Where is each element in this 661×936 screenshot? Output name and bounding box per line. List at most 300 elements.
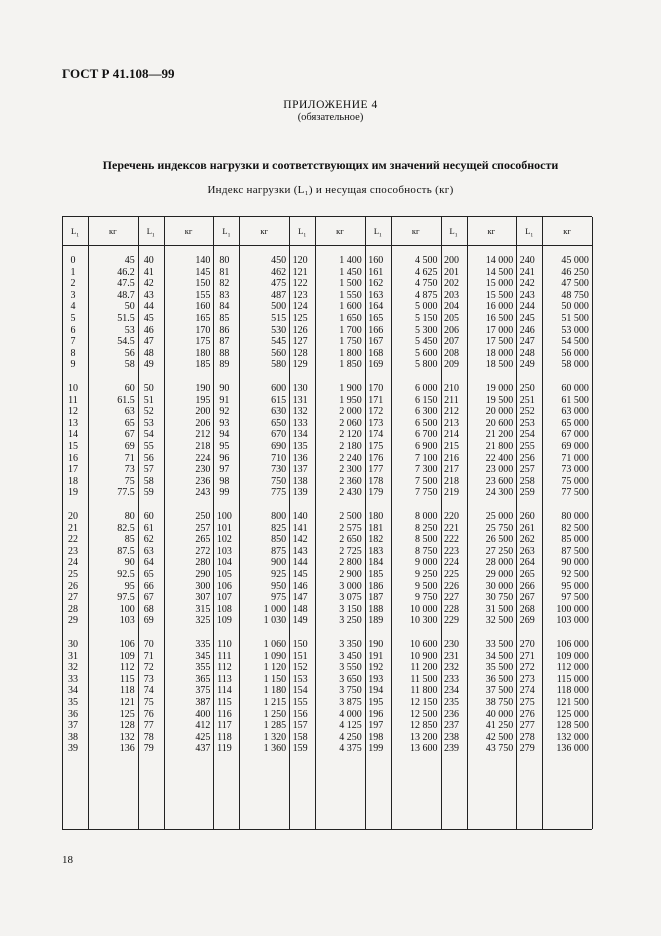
- cell-load-kg: 128: [119, 720, 135, 732]
- cell-load-kg: 975: [271, 592, 287, 604]
- cell-load-index: 147: [292, 592, 308, 604]
- cell-load-kg: 2 725: [339, 545, 362, 557]
- cell-load-index: 94: [219, 429, 230, 441]
- cell-load-kg: 47.5: [117, 278, 135, 290]
- cell-load-kg: 8 750: [414, 545, 438, 557]
- cell-load-kg: 730: [271, 464, 287, 476]
- cell-load-index: 68: [143, 603, 154, 615]
- header-kg: кг: [487, 226, 496, 236]
- cell-load-index: 112: [217, 662, 232, 674]
- cell-load-kg: 280: [195, 557, 211, 569]
- cell-load-index: 17: [68, 464, 78, 476]
- cell-load-kg: 3 450: [339, 650, 362, 662]
- cell-load-index: 238: [444, 731, 459, 743]
- cell-load-index: 119: [217, 743, 232, 755]
- cell-load-index: 169: [368, 359, 384, 371]
- cell-load-index: 14: [68, 429, 78, 441]
- cell-load-kg: 71: [124, 452, 135, 464]
- cell-load-kg: 5 300: [414, 324, 438, 336]
- cell-load-kg: 17 000: [485, 324, 514, 336]
- cell-load-kg: 25 000: [485, 511, 514, 522]
- cell-load-kg: 8 500: [414, 534, 438, 546]
- cell-load-kg: 325: [195, 615, 211, 627]
- cell-load-kg: 121: [119, 697, 135, 708]
- cell-load-index: 235: [444, 697, 459, 708]
- cell-load-index: 57: [143, 464, 154, 476]
- cell-load-index: 247: [519, 336, 535, 348]
- cell-load-kg: 300: [195, 580, 211, 592]
- cell-load-kg: 365: [195, 673, 211, 685]
- cell-load-index: 140: [292, 511, 308, 522]
- cell-load-kg: 6 150: [414, 394, 438, 406]
- cell-load-index: 186: [368, 580, 384, 592]
- cell-load-index: 88: [219, 347, 230, 359]
- cell-load-index: 266: [519, 580, 535, 592]
- header-li-subscript: 1: [76, 232, 79, 239]
- cell-load-kg: 112: [120, 662, 135, 674]
- cell-load-index: 278: [519, 731, 535, 743]
- cell-load-index: 126: [292, 324, 308, 336]
- cell-load-index: 117: [217, 720, 232, 732]
- cell-load-kg: 4 625: [414, 266, 438, 278]
- cell-load-kg: 400: [195, 708, 211, 720]
- cell-load-kg: 103 000: [556, 615, 589, 627]
- cell-load-index: 270: [519, 639, 535, 650]
- cell-load-index: 193: [368, 673, 384, 685]
- cell-load-kg: 1 650: [339, 313, 362, 324]
- cell-load-index: 236: [444, 708, 459, 720]
- cell-load-kg: 118 000: [556, 685, 589, 697]
- cell-load-index: 19: [68, 487, 78, 499]
- cell-load-index: 90: [219, 383, 230, 394]
- cell-load-index: 43: [143, 289, 154, 301]
- cell-load-kg: 615: [271, 394, 287, 406]
- cell-load-kg: 345: [195, 650, 211, 662]
- cell-load-index: 77: [143, 720, 154, 732]
- cell-load-kg: 1 750: [339, 336, 362, 348]
- cell-load-kg: 3 550: [339, 662, 362, 674]
- cell-load-kg: 77 500: [561, 487, 589, 499]
- cell-load-kg: 155: [195, 289, 211, 301]
- cell-load-index: 108: [216, 603, 232, 615]
- cell-load-index: 263: [519, 545, 535, 557]
- cell-load-kg: 5 450: [414, 336, 438, 348]
- cell-load-kg: 69 000: [561, 441, 589, 452]
- cell-load-kg: 6 300: [414, 406, 438, 418]
- cell-load-index: 98: [219, 475, 230, 487]
- cell-load-index: 151: [292, 650, 308, 662]
- cell-load-index: 26: [68, 580, 78, 592]
- header-li-label: L: [449, 226, 455, 236]
- cell-load-index: 156: [292, 708, 308, 720]
- cell-load-kg: 10 600: [409, 639, 438, 650]
- cell-load-index: 48: [143, 347, 154, 359]
- table-caption: Индекс нагрузки (L₁) и несущая способность (кг): [207, 184, 454, 196]
- header-load-index: [138, 226, 164, 239]
- header-kg: кг: [260, 226, 269, 236]
- cell-load-index: 248: [519, 347, 535, 359]
- appendix-note: (обязательное): [297, 112, 364, 123]
- cell-load-index: 196: [368, 708, 384, 720]
- cell-load-index: 131: [292, 394, 308, 406]
- cell-load-kg: 95: [124, 580, 135, 592]
- cell-load-index: 216: [444, 452, 459, 464]
- cell-load-kg: 2 300: [339, 464, 362, 476]
- cell-load-index: 132: [292, 406, 308, 418]
- cell-load-kg: 2 360: [339, 475, 362, 487]
- cell-load-kg: 3 075: [339, 592, 362, 604]
- cell-load-index: 111: [217, 650, 232, 662]
- cell-load-kg: 1 500: [339, 278, 362, 290]
- cell-load-kg: 75: [124, 475, 135, 487]
- cell-load-index: 233: [444, 673, 459, 685]
- cell-load-index: 95: [219, 441, 230, 452]
- cell-load-kg: 103: [119, 615, 135, 627]
- cell-load-index: 7: [70, 336, 76, 348]
- cell-load-index: 12: [68, 406, 78, 418]
- header-kg: кг: [336, 226, 344, 236]
- cell-load-kg: 25 750: [485, 522, 514, 534]
- header-li-label: L: [525, 226, 531, 236]
- cell-load-index: 21: [68, 522, 78, 534]
- cell-load-kg: 18 500: [485, 359, 514, 371]
- cell-load-index: 251: [519, 394, 535, 406]
- cell-load-kg: 3 750: [339, 685, 362, 697]
- cell-load-kg: 1 700: [339, 324, 362, 336]
- cell-load-kg: 22 400: [485, 452, 514, 464]
- cell-load-kg: 30 000: [485, 580, 514, 592]
- cell-load-index: 204: [444, 301, 459, 313]
- cell-load-index: 52: [143, 406, 154, 418]
- cell-load-index: 227: [444, 592, 459, 604]
- cell-load-index: 256: [519, 452, 535, 464]
- cell-load-index: 118: [217, 731, 232, 743]
- cell-load-index: 15: [68, 441, 78, 452]
- cell-load-kg: 45 000: [561, 255, 589, 266]
- cell-load-kg: 3 250: [339, 615, 362, 627]
- cell-load-index: 96: [219, 452, 230, 464]
- cell-load-kg: 11 800: [410, 685, 438, 697]
- cell-load-kg: 3 650: [339, 673, 362, 685]
- cell-load-index: 252: [519, 406, 535, 418]
- cell-load-index: 188: [368, 603, 384, 615]
- cell-load-kg: 545: [271, 336, 287, 348]
- cell-load-kg: 13 600: [409, 743, 438, 755]
- cell-load-index: 24: [68, 557, 78, 569]
- cell-load-index: 105: [216, 569, 232, 580]
- cell-load-index: 214: [444, 429, 459, 441]
- cell-load-index: 211: [444, 394, 459, 406]
- cell-load-kg: 2 120: [339, 429, 362, 441]
- cell-load-index: 102: [216, 534, 232, 546]
- cell-load-kg: 250: [195, 511, 211, 522]
- cell-load-kg: 77.5: [117, 487, 135, 499]
- load-index-table: [62, 216, 592, 830]
- cell-load-kg: 90 000: [561, 557, 589, 569]
- cell-load-index: 222: [444, 534, 459, 546]
- cell-load-kg: 65 000: [561, 417, 589, 429]
- header-li-label: L: [298, 226, 304, 236]
- cell-load-index: 226: [444, 580, 459, 592]
- cell-load-kg: 487: [271, 289, 287, 301]
- cell-load-kg: 200: [195, 406, 211, 418]
- cell-load-kg: 23 000: [485, 464, 514, 476]
- cell-load-index: 177: [368, 464, 384, 476]
- cell-load-kg: 4 875: [414, 289, 438, 301]
- cell-load-index: 179: [368, 487, 384, 499]
- cell-load-index: 55: [143, 441, 154, 452]
- cell-load-kg: 40 000: [485, 708, 514, 720]
- cell-load-kg: 73 000: [561, 464, 589, 476]
- cell-load-kg: 132: [119, 731, 135, 743]
- cell-load-kg: 42 500: [485, 731, 514, 743]
- cell-load-kg: 1 215: [263, 697, 287, 708]
- cell-load-index: 144: [292, 557, 308, 569]
- cell-load-index: 79: [143, 743, 154, 755]
- cell-load-kg: 30 750: [485, 592, 514, 604]
- cell-load-kg: 650: [271, 417, 287, 429]
- cell-load-index: 20: [68, 511, 78, 522]
- cell-load-kg: 67: [124, 429, 135, 441]
- cell-load-index: 190: [368, 639, 384, 650]
- header-load-index: [62, 226, 88, 239]
- cell-load-kg: 14 500: [485, 266, 514, 278]
- cell-load-kg: 4 750: [414, 278, 438, 290]
- cell-load-index: 200: [444, 255, 459, 266]
- cell-load-kg: 195: [195, 394, 211, 406]
- cell-load-kg: 13 200: [409, 731, 438, 743]
- table-column-divider: [592, 217, 593, 829]
- cell-load-index: 113: [217, 673, 232, 685]
- header-li-subscript: 1: [151, 232, 155, 239]
- cell-load-index: 129: [292, 359, 308, 371]
- cell-load-kg: 1 060: [263, 639, 287, 650]
- cell-load-index: 92: [219, 406, 230, 418]
- cell-load-index: 23: [68, 545, 78, 557]
- cell-load-index: 245: [519, 313, 535, 324]
- cell-load-index: 31: [68, 650, 78, 662]
- cell-load-index: 161: [368, 266, 384, 278]
- cell-load-index: 203: [444, 289, 459, 301]
- cell-load-index: 81: [219, 266, 230, 278]
- cell-load-index: 277: [519, 720, 535, 732]
- cell-load-kg: 4 000: [339, 708, 362, 720]
- cell-load-index: 130: [292, 383, 308, 394]
- cell-load-index: 106: [216, 580, 232, 592]
- cell-load-index: 142: [292, 534, 308, 546]
- cell-load-kg: 31 500: [485, 603, 514, 615]
- cell-load-index: 264: [519, 557, 535, 569]
- cell-load-kg: 80: [124, 511, 135, 522]
- cell-load-kg: 630: [271, 406, 287, 418]
- cell-load-kg: 710: [271, 452, 287, 464]
- cell-load-index: 1: [70, 266, 76, 278]
- cell-load-index: 67: [143, 592, 154, 604]
- cell-load-kg: 560: [271, 347, 287, 359]
- cell-load-kg: 12 150: [409, 697, 438, 708]
- cell-load-index: 69: [143, 615, 154, 627]
- cell-load-kg: 58 000: [561, 359, 589, 371]
- cell-load-kg: 530: [271, 324, 287, 336]
- header-load-index: [441, 226, 467, 239]
- cell-load-kg: 160: [195, 301, 211, 313]
- cell-load-index: 234: [444, 685, 459, 697]
- cell-load-index: 191: [368, 650, 384, 662]
- cell-load-kg: 121 500: [556, 697, 589, 708]
- cell-load-index: 38: [68, 731, 78, 743]
- cell-load-kg: 20 000: [485, 406, 514, 418]
- cell-load-kg: 90: [124, 557, 135, 569]
- cell-load-index: 121: [292, 266, 308, 278]
- cell-load-index: 8: [70, 347, 76, 359]
- cell-load-index: 45: [143, 313, 154, 324]
- cell-load-index: 237: [444, 720, 459, 732]
- cell-load-index: 208: [444, 347, 459, 359]
- table-header-divider: [62, 245, 592, 246]
- cell-load-index: 183: [368, 545, 384, 557]
- cell-load-index: 133: [292, 417, 308, 429]
- cell-load-index: 231: [444, 650, 459, 662]
- header-li-subscript: 1: [530, 232, 534, 239]
- cell-load-index: 42: [143, 278, 154, 290]
- cell-load-kg: 15 500: [485, 289, 514, 301]
- cell-load-index: 241: [519, 266, 535, 278]
- header-load-index: [213, 226, 239, 239]
- cell-load-kg: 56 000: [561, 347, 589, 359]
- cell-load-kg: 670: [271, 429, 287, 441]
- cell-load-kg: 18 000: [485, 347, 514, 359]
- cell-load-index: 138: [292, 475, 308, 487]
- cell-load-index: 243: [519, 289, 535, 301]
- cell-load-index: 192: [368, 662, 384, 674]
- header-li-label: L: [71, 226, 77, 236]
- cell-load-index: 89: [219, 359, 230, 371]
- cell-load-kg: 412: [195, 720, 211, 732]
- cell-load-index: 46: [143, 324, 154, 336]
- cell-load-kg: 775: [271, 487, 287, 499]
- cell-load-kg: 60 000: [561, 383, 589, 394]
- cell-load-kg: 1 180: [263, 685, 287, 697]
- cell-load-kg: 257: [195, 522, 211, 534]
- cell-load-index: 273: [519, 673, 535, 685]
- cell-load-index: 84: [219, 301, 230, 313]
- cell-load-kg: 1 600: [339, 301, 362, 313]
- cell-load-index: 175: [368, 441, 384, 452]
- cell-load-index: 56: [143, 452, 154, 464]
- cell-load-kg: 6 500: [414, 417, 438, 429]
- cell-load-index: 74: [143, 685, 154, 697]
- cell-load-index: 242: [519, 278, 535, 290]
- cell-load-kg: 43 750: [485, 743, 514, 755]
- cell-load-kg: 41 250: [485, 720, 514, 732]
- cell-load-index: 232: [444, 662, 459, 674]
- cell-load-index: 64: [143, 557, 154, 569]
- cell-load-index: 181: [368, 522, 384, 534]
- cell-load-kg: 1 950: [339, 394, 362, 406]
- cell-load-kg: 20 600: [485, 417, 514, 429]
- cell-load-kg: 82 500: [561, 522, 589, 534]
- cell-load-index: 37: [68, 720, 78, 732]
- cell-load-index: 246: [519, 324, 535, 336]
- cell-load-index: 185: [368, 569, 384, 580]
- cell-load-kg: 2 240: [339, 452, 362, 464]
- cell-load-index: 210: [444, 383, 459, 394]
- cell-load-index: 148: [292, 603, 308, 615]
- cell-load-index: 110: [217, 639, 232, 650]
- cell-load-kg: 21 800: [485, 441, 514, 452]
- cell-load-index: 66: [143, 580, 154, 592]
- cell-load-kg: 150: [195, 278, 211, 290]
- cell-load-kg: 500: [271, 301, 287, 313]
- cell-load-index: 80: [219, 255, 230, 266]
- cell-load-kg: 212: [195, 429, 211, 441]
- cell-load-kg: 27 250: [485, 545, 514, 557]
- cell-load-kg: 3 000: [339, 580, 362, 592]
- cell-load-index: 197: [368, 720, 384, 732]
- cell-load-index: 139: [292, 487, 308, 499]
- cell-load-kg: 1 360: [263, 743, 287, 755]
- cell-load-index: 29: [68, 615, 78, 627]
- cell-load-kg: 11 200: [410, 662, 438, 674]
- cell-load-index: 120: [292, 255, 308, 266]
- cell-load-kg: 9 500: [414, 580, 438, 592]
- cell-load-kg: 48.7: [117, 289, 135, 301]
- cell-load-kg: 73: [124, 464, 135, 476]
- cell-load-index: 44: [143, 301, 154, 313]
- cell-load-kg: 190: [195, 383, 211, 394]
- cell-load-kg: 71 000: [561, 452, 589, 464]
- header-load-index: [365, 226, 391, 239]
- cell-load-kg: 875: [271, 545, 287, 557]
- cell-load-kg: 2 900: [339, 569, 362, 580]
- cell-load-index: 260: [519, 511, 535, 522]
- cell-load-kg: 1 320: [263, 731, 287, 743]
- cell-load-kg: 2 000: [339, 406, 362, 418]
- cell-load-kg: 1 090: [263, 650, 287, 662]
- cell-load-kg: 140: [195, 255, 211, 266]
- cell-load-kg: 61 500: [561, 394, 589, 406]
- cell-load-index: 50: [143, 383, 154, 394]
- cell-load-kg: 265: [195, 534, 211, 546]
- cell-load-index: 219: [444, 487, 459, 499]
- cell-load-index: 137: [292, 464, 308, 476]
- cell-load-kg: 5 000: [414, 301, 438, 313]
- cell-load-kg: 67 000: [561, 429, 589, 441]
- cell-load-kg: 307: [195, 592, 211, 604]
- cell-load-kg: 825: [271, 522, 287, 534]
- cell-load-kg: 10 900: [409, 650, 438, 662]
- cell-load-kg: 85 000: [561, 534, 589, 546]
- cell-load-index: 221: [444, 522, 459, 534]
- cell-load-kg: 290: [195, 569, 211, 580]
- cell-load-kg: 1 250: [263, 708, 287, 720]
- cell-load-index: 6: [70, 324, 76, 336]
- cell-load-index: 116: [217, 708, 232, 720]
- cell-load-index: 0: [70, 255, 76, 266]
- cell-load-index: 25: [68, 569, 78, 580]
- cell-load-index: 58: [143, 475, 154, 487]
- cell-load-kg: 4 375: [339, 743, 362, 755]
- cell-load-index: 27: [68, 592, 78, 604]
- cell-load-index: 16: [68, 452, 78, 464]
- header-li-label: L: [146, 226, 152, 236]
- cell-load-kg: 4 500: [414, 255, 438, 266]
- cell-load-index: 78: [143, 731, 154, 743]
- cell-load-index: 99: [219, 487, 230, 499]
- cell-load-kg: 925: [271, 569, 287, 580]
- cell-load-kg: 136 000: [556, 743, 589, 755]
- cell-load-kg: 53: [124, 324, 135, 336]
